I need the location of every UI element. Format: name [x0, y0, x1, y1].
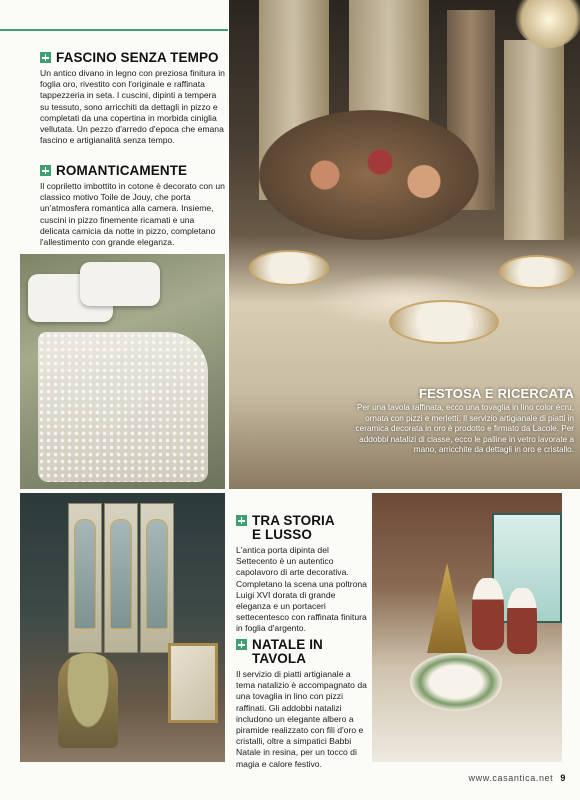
section-heading [236, 638, 368, 666]
plus-square-icon [40, 165, 51, 176]
curtain-shape [504, 40, 564, 240]
section-natale [236, 638, 368, 770]
door-painting [74, 519, 96, 629]
santa-figure [472, 578, 504, 650]
pyramid-tree [427, 563, 467, 653]
pillow-shape [80, 262, 160, 306]
section-heading [236, 514, 368, 542]
section-title-line: E LUSSO [252, 527, 312, 542]
door-panel [104, 503, 138, 653]
section-body: Il servizio di piatti artigianale a tema natalizio è accompagnato da una tovaglia in lino con pizzi raffinati. Gli addobbi natalizi includono un elegante albero a piramide realizzato con fili d'oro e cristalli, oltre a simpatici Babbi Natale in resina, per un tocco di magia e calore festivo. [236, 669, 367, 769]
plate-shape [389, 300, 499, 344]
page-footer [469, 773, 566, 783]
plus-square-icon [236, 515, 247, 526]
photo-christmas-decor [372, 493, 562, 762]
section-storia [236, 514, 368, 635]
section-title: FESTOSA E RICERCATA [419, 386, 574, 401]
top-accent-rule [0, 29, 228, 31]
lace-nightgown [38, 332, 208, 482]
louis-xvi-chair [58, 653, 118, 748]
section-romanticamente [40, 164, 226, 248]
section-body: L'antica porta dipinta del Settecento è un autentico capolavoro di arte decorativa. Completano la scena una poltrona Luigi XVI dorata di grande eleganza e un portaceri settecentesco con raffinata finitura in foglia d'argento. [236, 545, 367, 634]
photo-bedroom [20, 254, 225, 489]
section-title [252, 514, 335, 542]
overlay-caption [354, 386, 574, 456]
section-body: Il copriletto imbottito in cotone è decorato con un classico motivo Toile de Jouy, che porta un'atmosfera romantica alla camera. Insieme, cuscini in pizzo finemente ricamati e una delicata camicia da notte in pizzo, completano l'allestimento con grande eleganza. [40, 181, 225, 248]
section-body: Un antico divano in legno con preziosa finitura in foglia oro, rivestito con l'originale e raffinata tappezzeria in seta. I cuscini, dipinti a tempera su tessuto, sono arricchiti da dettagli in pizzo e completati da una copertina in morbida ciniglia vellutata. Un pezzo d'arredo d'epoca che emana fascino e artigianalità senza tempo. [40, 68, 225, 146]
plate-shape [499, 255, 574, 289]
plate-shape [249, 250, 329, 286]
section-heading [40, 164, 226, 178]
fire-screen [168, 643, 218, 723]
door-panel [140, 503, 174, 653]
plus-square-icon [40, 52, 51, 63]
section-fascino [40, 51, 226, 146]
section-title: ROMANTICAMENTE [56, 163, 188, 178]
plus-square-icon [236, 639, 247, 650]
door-panel [68, 503, 102, 653]
section-heading [40, 51, 226, 65]
section-title-line: TRA STORIA [252, 513, 335, 528]
section-title: NATALE IN TAVOLA [252, 637, 323, 666]
photo-christmas-table [229, 0, 580, 489]
door-painting [146, 519, 168, 629]
website-link[interactable]: www.casantica.net [468, 773, 554, 783]
section-body: Per una tavola raffinata, ecco una tovaglia in lino color écru, ornata con pizzi e merletti. Il servizio artigianale di piatti in ceramica decorata in oro è prodotto e firmato da Lacole. Per addobbi natalizi di classe, ecco le palline in vetro lavorate a mano, arricchite da dettagli in oro e cristallo. [355, 403, 574, 455]
santa-figure [507, 588, 537, 654]
photo-painted-doors [20, 493, 225, 762]
floral-centerpiece [259, 110, 479, 240]
page-number: 9 [560, 773, 566, 783]
section-title: FASCINO SENZA TEMPO [56, 50, 219, 65]
christmas-plate [410, 653, 502, 711]
door-painting [110, 519, 132, 629]
